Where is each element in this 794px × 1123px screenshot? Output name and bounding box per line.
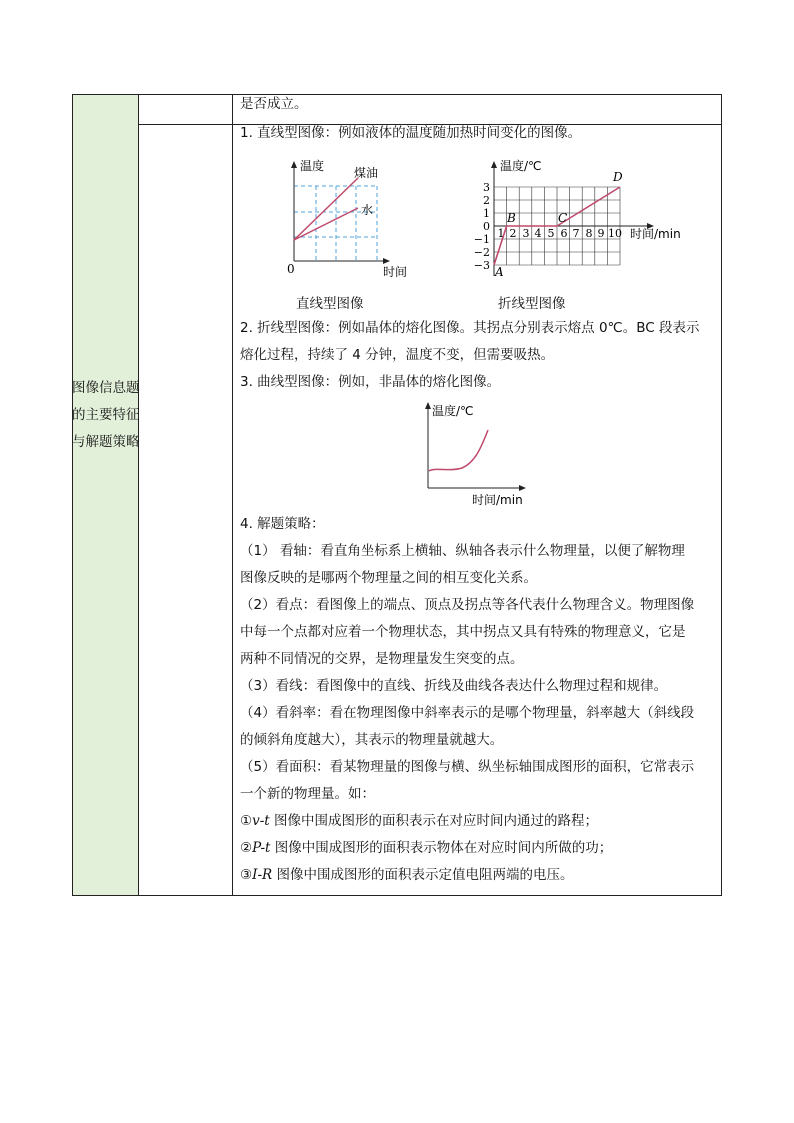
example2-var: P-t [252,840,271,856]
topic-column [139,95,233,895]
straight-xlabel: 时间 [383,265,408,279]
point-c-label: C [558,211,568,225]
example1-text: 图像中围成图形的面积表示在对应时间内通过的路程； [269,813,599,829]
broken-ylabel: 温度/℃ [500,159,542,173]
strategy1-line1: （1） 看轴：看直角坐标系上横轴、纵轴各表示什么物理量，以便了解物理 [240,543,685,559]
ytick-label: 1 [483,207,490,220]
example1-mark: ① [240,813,253,829]
amorphous-curve [429,430,488,471]
xtick-label: 9 [597,227,605,240]
straight-ylabel: 温度 [300,159,325,173]
point-b-label: B [507,211,516,225]
example2 [240,835,612,862]
topic-label-line: 与解题策略 [72,434,140,450]
example3-mark: ③ [240,867,253,883]
water-label: 水 [361,203,374,217]
kerosene-label: 煤油 [354,166,379,180]
xtick-label: 7 [572,227,580,240]
xtick-label: 1 [497,227,505,240]
ytick-label: −3 [473,259,490,272]
straight-line-figure [282,156,417,282]
topic-label-line: 的主要特征 [72,407,140,423]
strategy4-line1: （4）看斜率：看在物理图像中斜率表示的是哪个物理量，斜率越大（斜线段 [240,705,695,721]
strategy2-line3: 两种不同情况的交界，是物理量发生突变的点。 [240,651,524,667]
item1-text: 1. 直线型图像：例如液体的温度随加热时间变化的图像。 [240,125,582,141]
item4-text: 4. 解题策略： [240,516,325,532]
curve-figure [420,398,540,508]
strategy2-line1: （2）看点：看图像上的端点、顶点及拐点等各代表什么物理含义。物理图像 [240,597,695,613]
xtick-label: 6 [560,227,568,240]
broken-xlabel: 时间/min [630,227,681,241]
kerosene-line [294,178,358,240]
strategy4-line2: 的倾斜角度越大），其表示的物理量就越大。 [240,732,504,748]
item2-line1: 2. 折线型图像：例如晶体的熔化图像。其拐点分别表示熔点 0℃。BC 段表示 [240,320,700,336]
ytick-label: 2 [483,194,490,207]
straight-caption: 直线型图像 [296,296,364,312]
example2-text: 图像中围成图形的面积表示物体在对应时间内所做的功； [270,840,613,856]
ytick-label: 0 [483,220,490,233]
xtick-label: 4 [534,227,542,240]
example3 [240,862,573,889]
straight-origin: 0 [287,262,295,276]
xtick-label: 10 [608,227,622,240]
example1 [240,808,598,835]
strategy1-line2: 图像反映的是哪两个物理量之间的相互变化关系。 [240,570,537,586]
xtick-label: 2 [509,227,517,240]
example1-var: v-t [252,813,270,829]
point-a-label: A [495,265,504,279]
category-column [73,95,139,895]
ytick-label: −1 [473,233,490,246]
strategy2-line2: 中每一个点都对应着一个物理状态，其中拐点又具有特殊的物理意义，它是 [240,624,686,640]
broken-line-figure [470,156,695,282]
curve-ylabel: 温度/℃ [432,404,474,418]
ytick-label: −2 [473,246,490,259]
broken-caption: 折线型图像 [498,296,566,312]
xtick-label: 8 [585,227,593,240]
example3-text: 图像中围成图形的面积表示定值电阻两端的电压。 [272,867,574,883]
strategy5-line1: （5）看面积：看某物理量的图像与横、纵坐标轴围成图形的面积，它常表示 [240,759,695,775]
topic-label [72,375,158,456]
water-line [294,208,358,240]
xtick-label: 5 [547,227,555,240]
item3-text: 3. 曲线型图像：例如，非晶体的熔化图像。 [240,374,501,390]
curve-xlabel: 时间/min [472,493,523,507]
point-d-label: D [613,170,623,184]
topic-label-line: 图像信息题 [72,380,140,396]
item2-line2: 熔化过程，持续了 4 分钟，温度不变，但需要吸热。 [240,347,555,363]
strategy5-line2: 一个新的物理量。如： [240,786,375,802]
ytick-label: 3 [483,181,490,194]
example3-var: I-R [252,867,273,883]
example2-mark: ② [240,840,253,856]
strategy3-line: （3）看线：看图像中的直线、折线及曲线各表达什么物理过程和规律。 [240,678,668,694]
xtick-label: 3 [522,227,530,240]
row1-text: 是否成立。 [240,96,308,112]
